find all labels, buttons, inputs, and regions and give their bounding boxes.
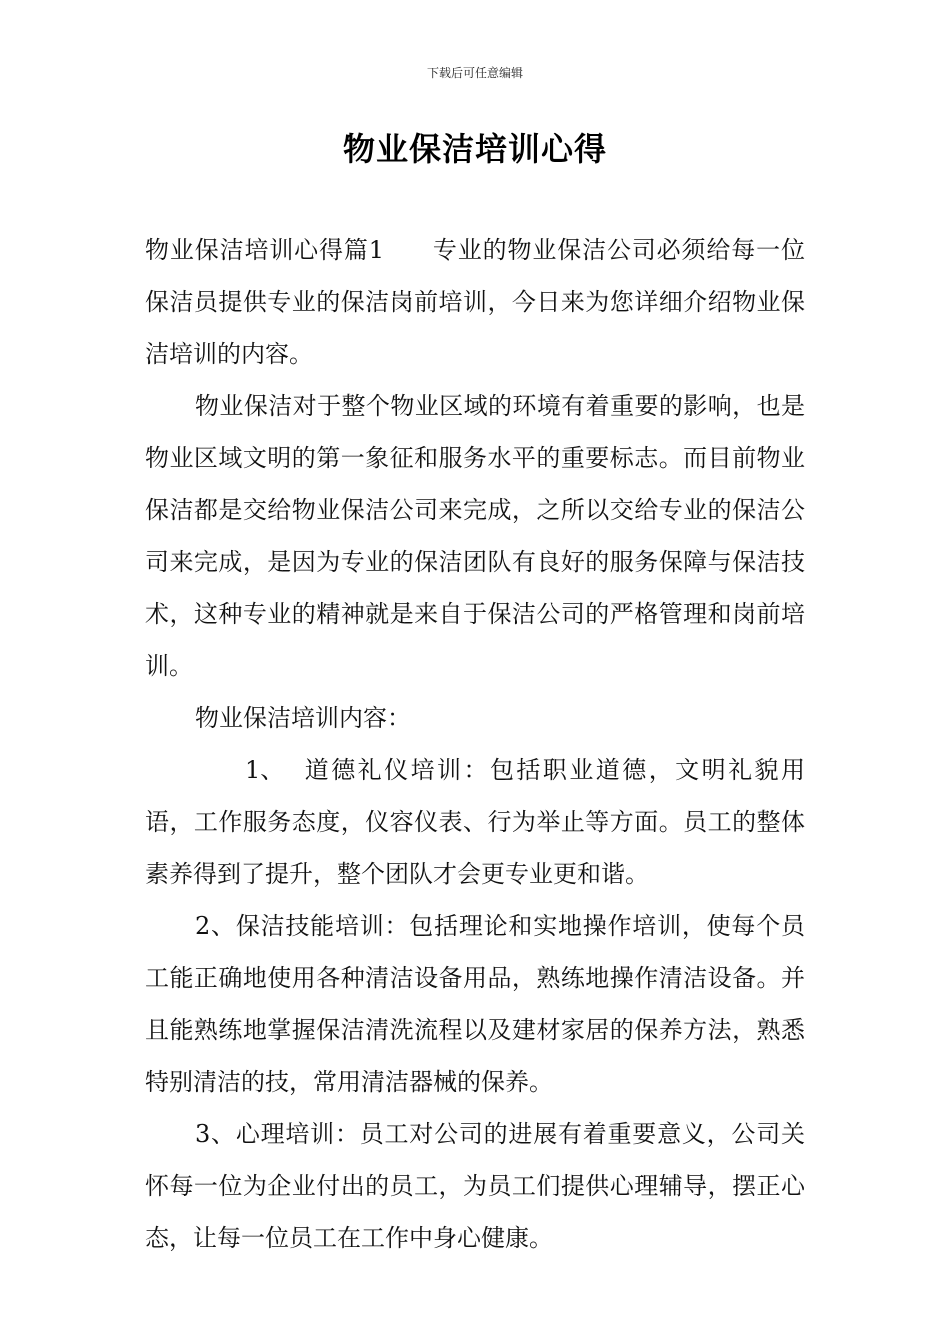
intro-label: 物业保洁培训心得篇1 — [145, 236, 385, 264]
intro-text: 专业的物业保洁公司必须给每一位保洁员提供专业的保洁岗前培训，今日来为您详细介绍物业保洁培训的内容。 — [145, 236, 805, 368]
paragraph-2: 物业保洁对于整个物业区域的环境有着重要的影响，也是物业区域文明的第一象征和服务水平的重要标志。而目前物业保洁都是交给物业保洁公司来完成，之所以交给专业的保洁公司来完成，是因为专业的保洁团队有良好的服务保障与保洁技术，这种专业的精神就是来自于保洁公司的严格管理和岗前培训。 — [145, 392, 805, 680]
header-note: 下载后可任意编辑 — [426, 66, 523, 80]
list-item-3: 3、心理培训：员工对公司的进展有着重要意义，公司关怀每一位为企业付出的员工，为员工们提供心理辅导，摆正心态，让每一位员工在工作中身心健康。 — [145, 1120, 805, 1252]
list-item-text: 道德礼仪培训：包括职业道德，文明礼貌用语，工作服务态度，仪容仪表、行为举止等方面。员工的整体素养得到了提升，整个团队才会更专业更和谐。 — [145, 756, 805, 888]
document-body — [145, 224, 805, 1264]
list-item-2: 2、保洁技能培训：包括理论和实地操作培训，使每个员工能正确地使用各种清洁设备用品，熟练地操作清洁设备。并且能熟练地掌握保洁清洗流程以及建材家居的保养方法，熟悉特别清洁的技，常用清洁器械的保养。 — [145, 912, 805, 1096]
page-title: 物业保洁培训心得 — [342, 130, 607, 168]
list-item-1 — [145, 744, 805, 900]
list-item-number: 1、 — [245, 756, 285, 784]
intro-paragraph — [145, 224, 805, 380]
section-heading: 物业保洁培训内容： — [195, 704, 411, 732]
